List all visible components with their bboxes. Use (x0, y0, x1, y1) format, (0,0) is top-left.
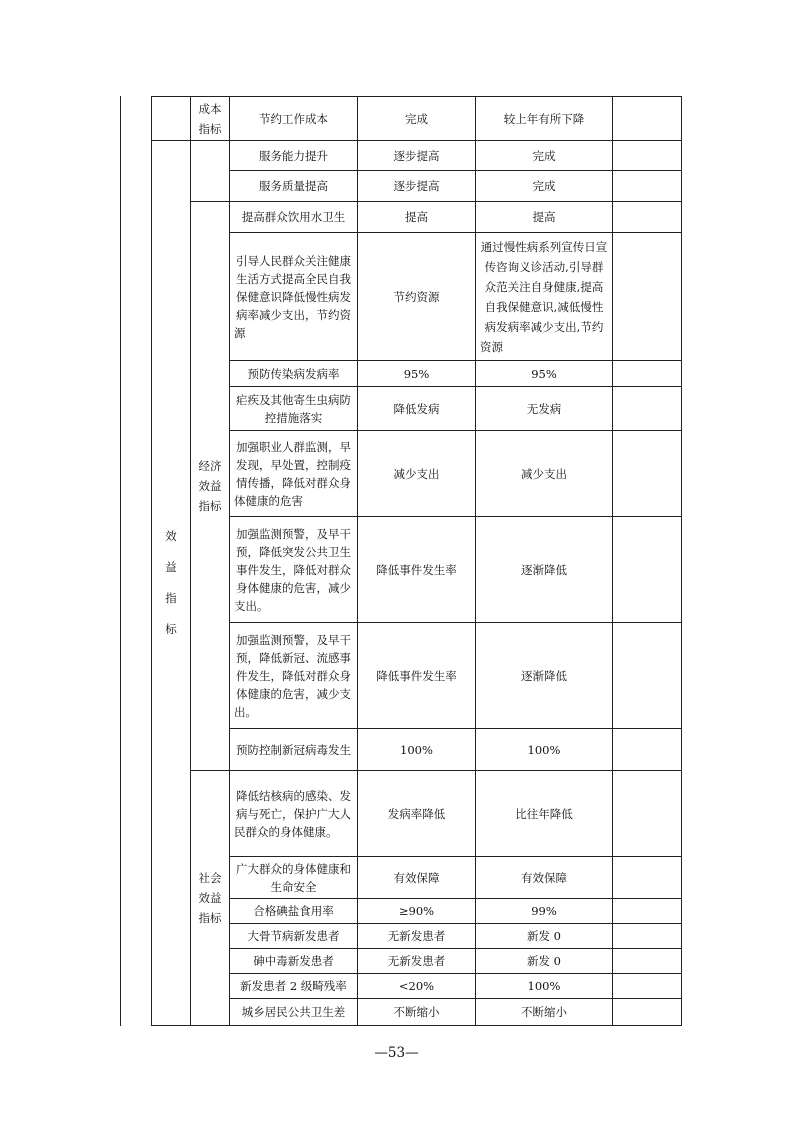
indicator-cell: 城乡居民公共卫生差 (230, 999, 358, 1026)
actual-cell: 通过慢性病系列宣传日宣传咨询义诊活动,引导群众范关注自身健康,提高自我保健意识,减低慢性病发病率减少支出,节约资源 (476, 233, 613, 361)
indicator-cell: 加强监测预警，及早干预，降低突发公共卫生事件发生，降低对群众身体健康的危害，减少支出。 (230, 517, 358, 623)
target-cell: 无新发患者 (358, 949, 476, 974)
target-cell: 逐步提高 (358, 141, 476, 171)
table-row (152, 517, 682, 623)
target-cell: 减少支出 (358, 431, 476, 517)
note-cell (613, 623, 682, 729)
note-cell (613, 141, 682, 171)
table-row (152, 97, 682, 141)
target-cell: 提高 (358, 202, 476, 233)
table-row (152, 171, 682, 202)
actual-cell: 100% (476, 974, 613, 999)
indicator-cell: 服务能力提升 (230, 141, 358, 171)
target-cell: 降低事件发生率 (358, 623, 476, 729)
actual-cell: 完成 (476, 141, 613, 171)
actual-cell: 有效保障 (476, 857, 613, 899)
table-row (152, 999, 682, 1026)
target-cell: <20% (358, 974, 476, 999)
performance-indicator-table (151, 96, 682, 1026)
target-cell: 发病率降低 (358, 771, 476, 857)
actual-cell: 较上年有所下降 (476, 97, 613, 141)
note-cell (613, 771, 682, 857)
table-row (152, 431, 682, 517)
actual-cell: 提高 (476, 202, 613, 233)
note-cell (613, 729, 682, 771)
target-cell: 不断缩小 (358, 999, 476, 1026)
actual-cell: 完成 (476, 171, 613, 202)
indicator-cell: 节约工作成本 (230, 97, 358, 141)
table-row (152, 233, 682, 361)
note-cell (613, 431, 682, 517)
target-cell: 完成 (358, 97, 476, 141)
subcategory-cell: 经济 效益 指标 (191, 202, 230, 771)
table-row (152, 361, 682, 387)
indicator-cell: 合格碘盐食用率 (230, 899, 358, 924)
target-cell: ≥90% (358, 899, 476, 924)
note-cell (613, 387, 682, 431)
note-cell (613, 171, 682, 202)
target-cell: 节约资源 (358, 233, 476, 361)
indicator-cell: 新发患者 2 级畸残率 (230, 974, 358, 999)
indicator-cell: 引导人民群众关注健康生活方式提高全民自我保健意识降低慢性病发病率减少支出，节约资源 (230, 233, 358, 361)
note-cell (613, 233, 682, 361)
note-cell (613, 899, 682, 924)
actual-cell: 不断缩小 (476, 999, 613, 1026)
page-number: —53— (374, 1045, 419, 1061)
table-row (152, 949, 682, 974)
target-cell: 95% (358, 361, 476, 387)
indicator-cell: 大骨节病新发患者 (230, 924, 358, 949)
actual-cell: 新发 0 (476, 949, 613, 974)
target-cell: 逐步提高 (358, 171, 476, 202)
binding-margin-line (120, 96, 121, 1026)
note-cell (613, 361, 682, 387)
target-cell: 无新发患者 (358, 924, 476, 949)
table-row (152, 387, 682, 431)
table-row (152, 924, 682, 949)
table-row (152, 141, 682, 171)
target-cell: 100% (358, 729, 476, 771)
note-cell (613, 97, 682, 141)
indicator-cell: 加强监测预警，及早干预，降低新冠、流感事件发生，降低对群众身体健康的危害，减少支出。 (230, 623, 358, 729)
subcategory-cell: 社会 效益 指标 (191, 771, 230, 1026)
actual-cell: 比往年降低 (476, 771, 613, 857)
indicator-cell: 广大群众的身体健康和生命安全 (230, 857, 358, 899)
target-cell: 降低发病 (358, 387, 476, 431)
indicator-cell: 预防控制新冠病毒发生 (230, 729, 358, 771)
actual-cell: 95% (476, 361, 613, 387)
subcategory-cell (191, 141, 230, 202)
table-row (152, 974, 682, 999)
table-row (152, 857, 682, 899)
indicator-cell: 疟疾及其他寄生虫病防控措施落实 (230, 387, 358, 431)
note-cell (613, 974, 682, 999)
indicator-cell: 服务质量提高 (230, 171, 358, 202)
table-row (152, 202, 682, 233)
table-row (152, 899, 682, 924)
note-cell (613, 857, 682, 899)
table-row (152, 623, 682, 729)
dimension-cell: 效 益 指 标 (152, 141, 191, 1026)
actual-cell: 100% (476, 729, 613, 771)
note-cell (613, 924, 682, 949)
actual-cell: 逐渐降低 (476, 623, 613, 729)
target-cell: 降低事件发生率 (358, 517, 476, 623)
note-cell (613, 999, 682, 1026)
actual-cell: 逐渐降低 (476, 517, 613, 623)
target-cell: 有效保障 (358, 857, 476, 899)
indicator-cell: 降低结核病的感染、发病与死亡，保护广大人民群众的身体健康。 (230, 771, 358, 857)
table-row (152, 771, 682, 857)
actual-cell: 无发病 (476, 387, 613, 431)
indicator-cell: 加强职业人群监测，早发现，早处置，控制疫情传播，降低对群众身体健康的危害 (230, 431, 358, 517)
indicator-cell: 提高群众饮用水卫生 (230, 202, 358, 233)
note-cell (613, 949, 682, 974)
dimension-cell (152, 97, 191, 141)
indicator-cell: 砷中毒新发患者 (230, 949, 358, 974)
actual-cell: 减少支出 (476, 431, 613, 517)
actual-cell: 99% (476, 899, 613, 924)
actual-cell: 新发 0 (476, 924, 613, 949)
note-cell (613, 202, 682, 233)
note-cell (613, 517, 682, 623)
table-row (152, 729, 682, 771)
indicator-cell: 预防传染病发病率 (230, 361, 358, 387)
subcategory-cell: 成本 指标 (191, 97, 230, 141)
